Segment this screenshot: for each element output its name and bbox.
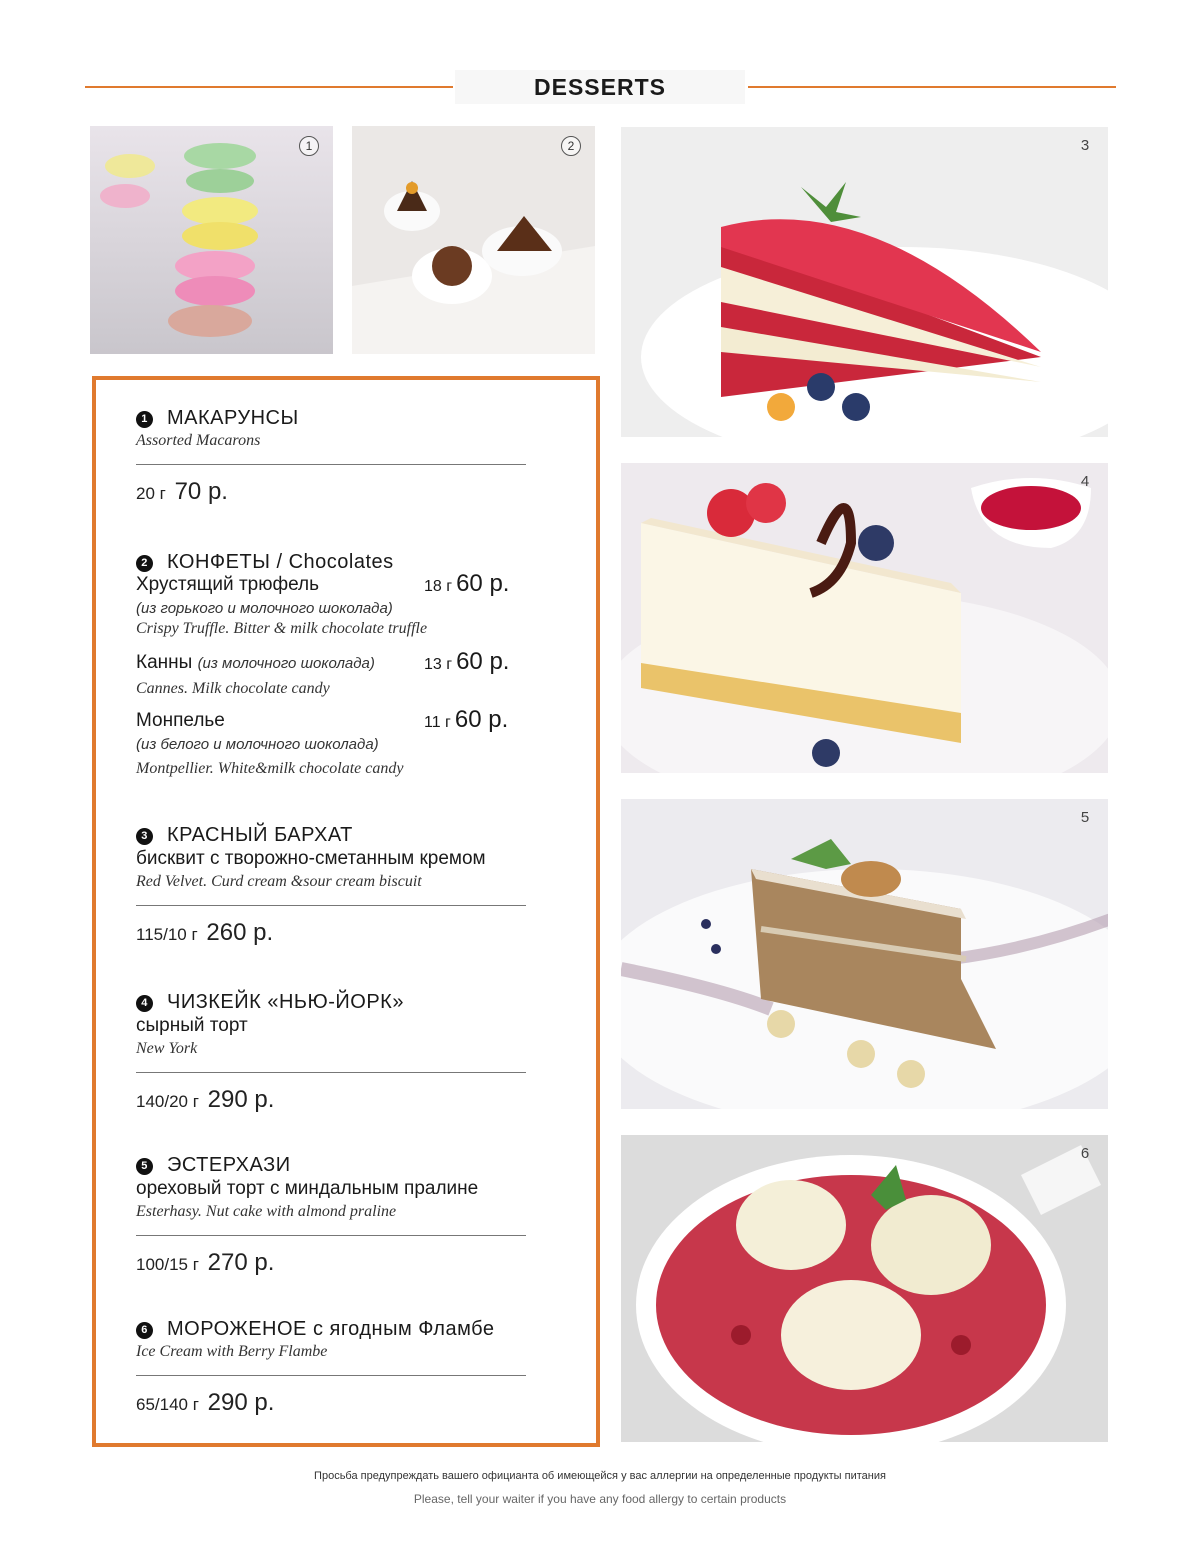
page-title: DESSERTS xyxy=(455,70,745,104)
variant-english-name: Cannes. Milk chocolate candy xyxy=(136,680,330,697)
menu-item-chocolates xyxy=(136,550,576,780)
item-weight: 20 г xyxy=(136,484,166,503)
variant-price-line: 13 г 60 р. xyxy=(424,648,510,675)
item-number-badge: 3 xyxy=(136,828,153,845)
variant-row xyxy=(136,648,576,678)
photo-chocolates xyxy=(352,126,595,354)
divider xyxy=(136,1375,526,1376)
variant-row xyxy=(136,570,576,600)
item-number-badge: 4 xyxy=(136,995,153,1012)
variant-price-line: 11 г 60 р. xyxy=(424,706,509,733)
menu-item-cheesecake xyxy=(136,990,576,1117)
item-price: 290 р. xyxy=(207,1086,275,1113)
item-weight: 65/140 г xyxy=(136,1395,199,1414)
item-title: 6 МОРОЖЕНОЕ с ягодным Фламбе xyxy=(136,1317,576,1341)
menu-list xyxy=(92,376,600,1447)
photo-red-velvet xyxy=(621,127,1108,437)
item-title: 3 КРАСНЫЙ БАРХАТ xyxy=(136,823,576,847)
variant-note: (из белого и молочного шоколада) xyxy=(136,736,379,753)
divider xyxy=(136,464,526,465)
item-description: бисквит с творожно-сметанным кремом xyxy=(136,848,486,869)
item-price-line xyxy=(136,918,576,950)
divider xyxy=(136,1235,526,1236)
item-price: 70 р. xyxy=(174,478,228,505)
photo-number: 1 xyxy=(299,136,319,156)
header-rule-right xyxy=(748,86,1116,88)
header-rule-left xyxy=(85,86,453,88)
item-title: 4 ЧИЗКЕЙК «НЬЮ-ЙОРК» xyxy=(136,990,576,1014)
item-english-name: Assorted Macarons xyxy=(136,432,261,449)
photo-esterhazy xyxy=(621,799,1108,1109)
variant-name: Хрустящий трюфель xyxy=(136,574,320,595)
item-number-badge: 5 xyxy=(136,1158,153,1175)
item-english-name: New York xyxy=(136,1040,198,1057)
item-description: ореховый торт с миндальным пралине xyxy=(136,1178,479,1199)
photo-number: 6 xyxy=(1080,1145,1090,1162)
variant-row xyxy=(136,706,576,736)
allergy-notice-ru: Просьба предупреждать вашего официанта об имеющейся у вас аллергии на определенные продукты питания xyxy=(314,1470,886,1482)
photo-number: 5 xyxy=(1080,809,1090,826)
menu-item-esterhazy xyxy=(136,1153,576,1280)
photo-number: 2 xyxy=(561,136,581,156)
divider xyxy=(136,1072,526,1073)
item-english-name: Esterhasy. Nut cake with almond praline xyxy=(136,1203,397,1220)
variant-english-name: Crispy Truffle. Bitter & milk chocolate truffle xyxy=(136,620,428,637)
item-title: 2 КОНФЕТЫ / Chocolates xyxy=(136,550,576,574)
menu-item-macarons xyxy=(136,406,576,509)
item-price-line xyxy=(136,1085,576,1117)
item-price-line xyxy=(136,1388,576,1420)
divider xyxy=(136,905,526,906)
item-weight: 115/10 г xyxy=(136,925,198,944)
photo-macarons xyxy=(90,126,333,354)
photo-cheesecake xyxy=(621,463,1108,773)
item-weight: 140/20 г xyxy=(136,1092,199,1111)
item-price: 260 р. xyxy=(206,919,274,946)
photo-number: 4 xyxy=(1080,473,1090,490)
menu-item-red-velvet xyxy=(136,823,576,950)
item-price-line xyxy=(136,477,576,509)
variant-name: Канны (из молочного шоколада) xyxy=(136,652,375,673)
photo-ice-cream xyxy=(621,1135,1108,1442)
item-number-badge: 6 xyxy=(136,1322,153,1339)
item-price: 270 р. xyxy=(207,1249,275,1276)
item-price: 290 р. xyxy=(207,1389,275,1416)
item-weight: 100/15 г xyxy=(136,1255,199,1274)
allergy-notice-en: Please, tell your waiter if you have any food allergy to certain products xyxy=(413,1492,787,1506)
item-number-badge: 1 xyxy=(136,411,153,428)
photo-number: 3 xyxy=(1080,137,1090,154)
item-description: сырный торт xyxy=(136,1015,248,1036)
item-price-line xyxy=(136,1248,576,1280)
item-english-name: Red Velvet. Curd cream &sour cream biscuit xyxy=(136,873,422,890)
menu-item-ice-cream xyxy=(136,1317,576,1420)
variant-price-line: 18 г 60 р. xyxy=(424,570,510,597)
variant-english-name: Montpellier. White&milk chocolate candy xyxy=(136,760,404,777)
item-english-name: Ice Cream with Berry Flambe xyxy=(136,1343,328,1360)
variant-name: Монпелье xyxy=(136,710,225,731)
variant-note: (из горького и молочного шоколада) xyxy=(136,600,393,617)
item-number-badge: 2 xyxy=(136,555,153,572)
item-title: 5 ЭСТЕРХАЗИ xyxy=(136,1153,576,1177)
item-title: 1 МАКАРУНСЫ xyxy=(136,406,576,430)
